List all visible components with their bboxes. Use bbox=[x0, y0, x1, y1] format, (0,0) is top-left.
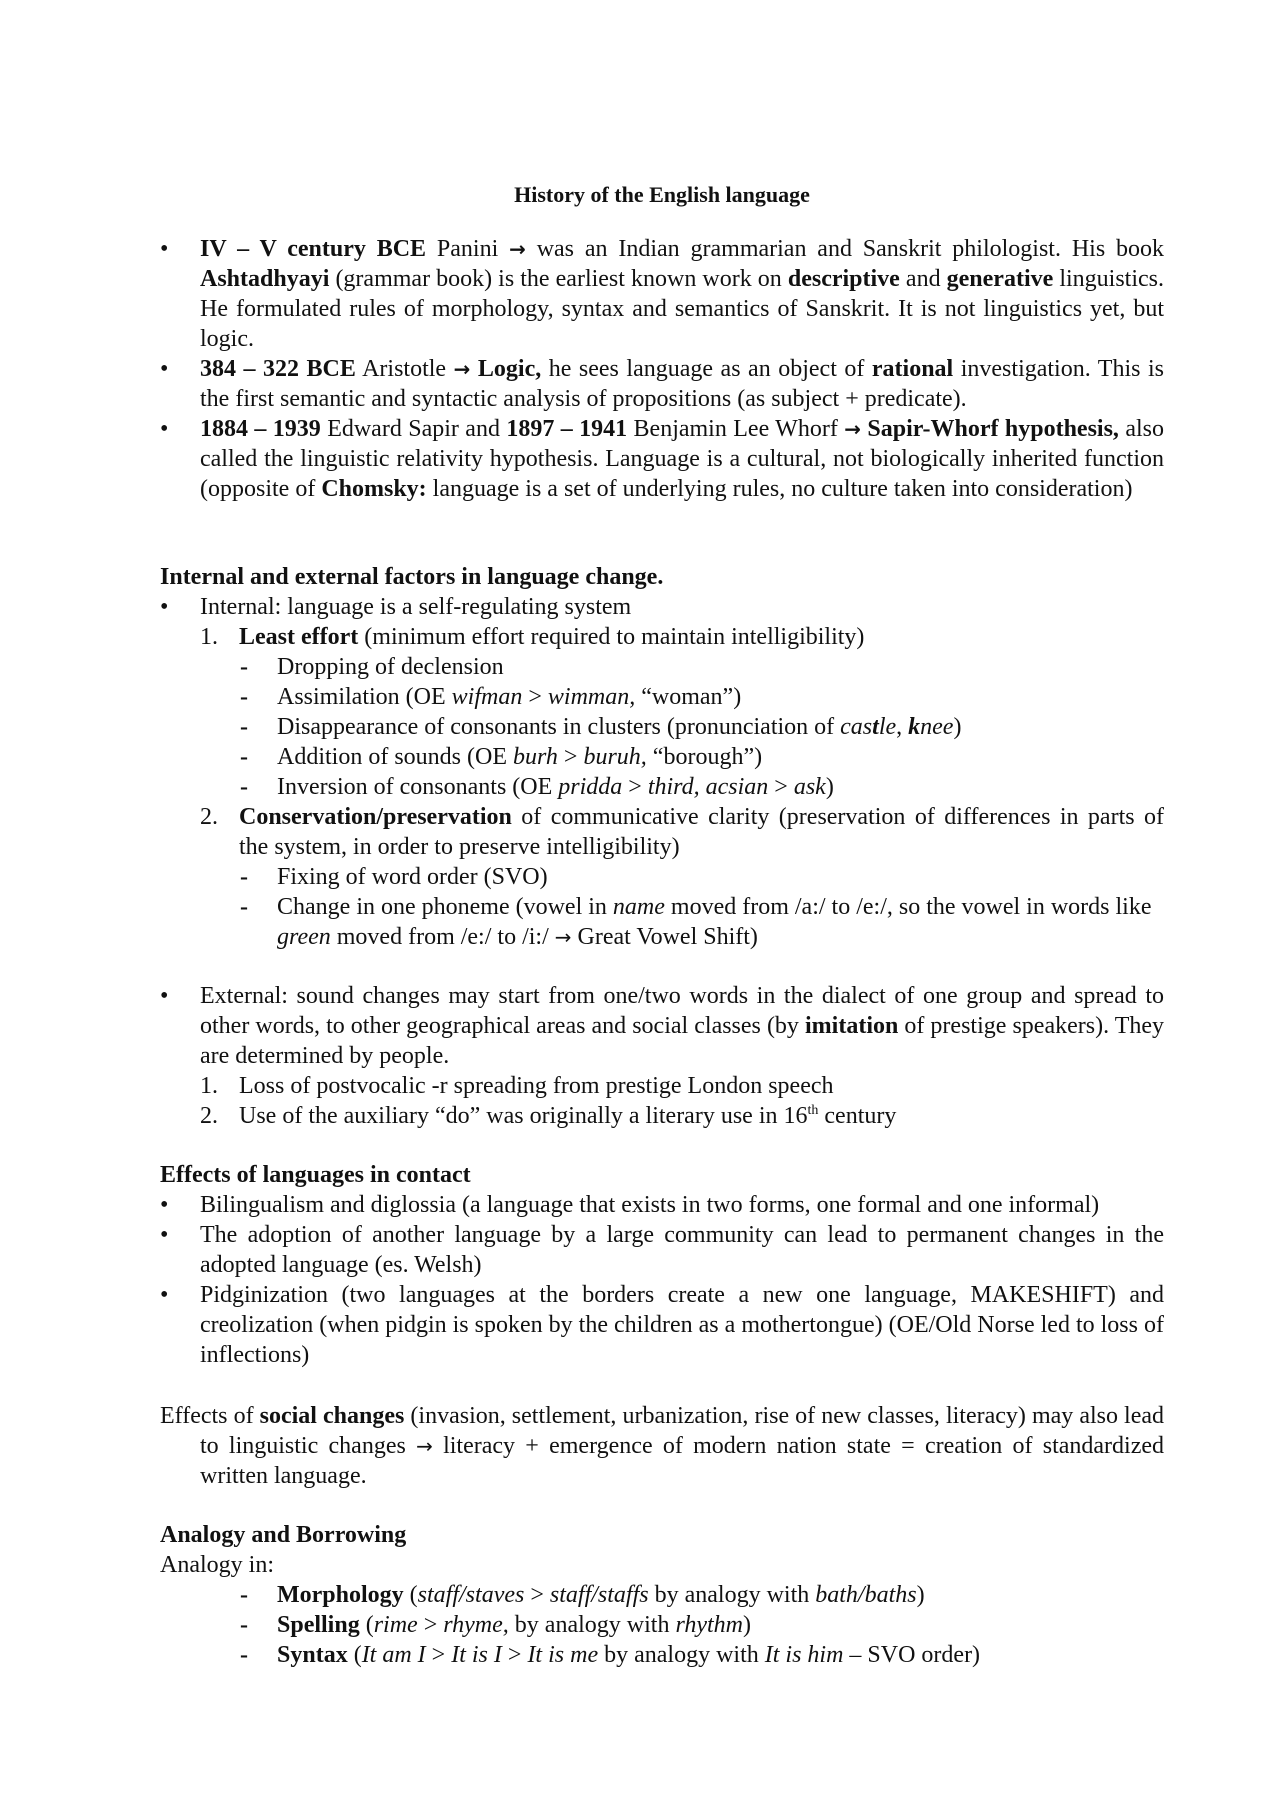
list-item: • Pidginization (two languages at the borders create a new one language, MAKESHIFT) and creolization (when pidgin is spoken by the children as a mothertongue) (OE/Old Norse led to loss of inflections) bbox=[160, 1280, 1164, 1370]
right-arrow-icon: → bbox=[844, 417, 861, 441]
dash-item: - Fixing of word order (SVO) bbox=[160, 862, 1164, 892]
dash-item: - Disappearance of consonants in clusters (pronunciation of castle, knee) bbox=[160, 712, 1164, 742]
dash-item: - Assimilation (OE wifman > wimman, “woman”) bbox=[160, 682, 1164, 712]
intro-section bbox=[160, 234, 1164, 504]
analogy-section bbox=[160, 1520, 1164, 1670]
list-item: • External: sound changes may start from one/two words in the dialect of one group and spread to other words, to other geographical areas and social classes (by imitation of prestige speakers). They are determined by people. bbox=[160, 981, 1164, 1071]
right-arrow-icon: → bbox=[453, 357, 471, 381]
list-item: • 384 – 322 BCE Aristotle → Logic, he sees language as an object of rational investigation. This is the first semantic and syntactic analysis of propositions (as subject + predicate). bbox=[160, 354, 1164, 414]
numbered-item: 2. Conservation/preservation of communicative clarity (preservation of differences in parts of the system, in order to preserve intelligibility) bbox=[200, 804, 1164, 860]
social-changes-paragraph: Effects of social changes (invasion, settlement, urbanization, rise of new classes, literacy) may also lead to linguistic changes → literacy + emergence of modern nation state = creation of standardized written language. bbox=[160, 1403, 1165, 1489]
numbered-item: 1. Least effort (minimum effort required to maintain intelligibility) bbox=[200, 624, 865, 650]
right-arrow-icon: → bbox=[554, 925, 572, 949]
dash-item: - Syntax (It am I > It is I > It is me by analogy with It is him – SVO order) bbox=[160, 1640, 1164, 1670]
numbered-item: 1. Loss of postvocalic -r spreading from prestige London speech bbox=[200, 1073, 834, 1099]
section-heading: Analogy and Borrowing bbox=[160, 1522, 407, 1548]
dash-item: - Change in one phoneme (vowel in name moved from /a:/ to /e:/, so the vowel in words like green moved from /e:/ to /i:/ → Great Vowel Shift) bbox=[160, 892, 1164, 952]
dash-item: - Morphology (staff/staves > staff/staffs by analogy with bath/baths) bbox=[160, 1580, 1164, 1610]
dash-item: - Addition of sounds (OE burh > buruh, “borough”) bbox=[160, 742, 1164, 772]
list-item: • IV – V century BCE Panini → was an Indian grammarian and Sanskrit philologist. His book Ashtadhyayi (grammar book) is the earliest known work on descriptive and generative linguistics. He formulated rules of morphology, syntax and semantics of Sanskrit. It is not linguistics yet, but logic. bbox=[160, 234, 1164, 354]
list-item: • The adoption of another language by a large community can lead to permanent changes in the adopted language (es. Welsh) bbox=[160, 1220, 1164, 1280]
right-arrow-icon: → bbox=[416, 1434, 433, 1458]
external-section bbox=[160, 981, 1164, 1131]
right-arrow-icon: → bbox=[509, 237, 526, 261]
list-item: • 1884 – 1939 Edward Sapir and 1897 – 1941 Benjamin Lee Whorf → Sapir-Whorf hypothesis, also called the linguistic relativity hypothesis. Language is a cultural, not biologically inherited function (opposite of Chomsky: language is a set of underlying rules, no culture taken into consideration) bbox=[160, 414, 1164, 504]
numbered-item: 2. Use of the auxiliary “do” was originally a literary use in 16th century bbox=[200, 1103, 897, 1129]
list-item: • Bilingualism and diglossia (a language that exists in two forms, one formal and one informal) bbox=[160, 1190, 1164, 1220]
section-heading: Effects of languages in contact bbox=[160, 1162, 471, 1188]
internal-external-section bbox=[160, 562, 1164, 952]
dash-item: - Dropping of declension bbox=[160, 652, 1164, 682]
analogy-intro: Analogy in: bbox=[160, 1552, 274, 1578]
dash-item: - Inversion of consonants (OE pridda > third, acsian > ask) bbox=[160, 772, 1164, 802]
list-item: • Internal: language is a self-regulating system bbox=[160, 592, 1164, 622]
section-heading: Internal and external factors in language change. bbox=[160, 564, 664, 590]
dash-item: - Spelling (rime > rhyme, by analogy with rhythm) bbox=[160, 1610, 1164, 1640]
document-title: History of the English language bbox=[514, 182, 810, 207]
contact-section bbox=[160, 1160, 1164, 1370]
